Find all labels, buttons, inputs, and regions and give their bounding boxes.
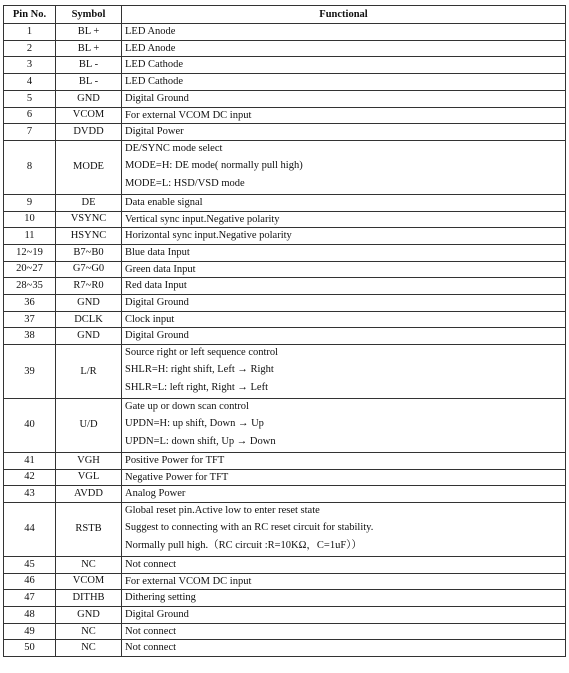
table-row [4,469,566,486]
symbol-cell: RSTB [56,502,122,556]
functional-line: Not connect [125,642,177,654]
pin-number-cell: 50 [4,640,56,657]
table-row [4,399,566,453]
table-row [4,124,566,141]
table-row [4,328,566,345]
functional-line: Not connect [125,625,177,637]
pin-number-cell: 40 [4,399,56,453]
pin-number-cell: 48 [4,606,56,623]
functional-cell [122,573,566,590]
symbol-cell: GND [56,606,122,623]
functional-line: Not connect [125,558,177,570]
functional-line: Clock input [125,313,175,325]
functional-line: SHLR=H: right shift, Left → Right [125,363,274,375]
functional-line: Horizontal sync input.Negative polarity [125,230,292,242]
functional-line: Suggest to connecting with an RC reset circuit for stability. [125,521,374,533]
header-pin-no: Pin No. [4,6,56,24]
table-row [4,261,566,278]
functional-line: UPDN=L: down shift, Up → Down [125,436,276,448]
pin-number-cell: 39 [4,345,56,399]
symbol-cell: NC [56,556,122,573]
table-row [4,606,566,623]
symbol-cell: NC [56,640,122,657]
pin-number-cell: 2 [4,40,56,57]
table-row [4,24,566,41]
functional-cell [122,606,566,623]
pin-number-cell: 6 [4,107,56,124]
functional-cell [122,24,566,41]
functional-cell [122,244,566,261]
functional-line: SHLR=L: left right, Right → Left [125,382,268,394]
table-row [4,140,566,194]
table-row [4,90,566,107]
pin-number-cell: 41 [4,452,56,469]
functional-line: Digital Ground [125,297,189,309]
functional-line: Digital Ground [125,330,189,342]
pin-number-cell: 36 [4,295,56,312]
table-row [4,74,566,91]
functional-cell [122,590,566,607]
functional-line: Blue data Input [125,246,190,258]
functional-cell [122,124,566,141]
functional-line: Vertical sync input.Negative polarity [125,213,280,225]
table-row [4,244,566,261]
pin-number-cell: 28~35 [4,278,56,295]
pin-number-cell: 7 [4,124,56,141]
functional-cell [122,278,566,295]
functional-cell [122,40,566,57]
symbol-cell: VCOM [56,573,122,590]
functional-cell [122,74,566,91]
functional-line: DE/SYNC mode select [125,142,223,154]
table-row [4,556,566,573]
symbol-cell: DE [56,194,122,211]
functional-line: Analog Power [125,488,186,500]
symbol-cell: AVDD [56,486,122,503]
pin-number-cell: 10 [4,211,56,228]
header-row [4,6,566,24]
symbol-cell: R7~R0 [56,278,122,295]
header-symbol: Symbol [56,6,122,24]
pin-number-cell: 9 [4,194,56,211]
symbol-cell: VCOM [56,107,122,124]
functional-cell [122,640,566,657]
functional-cell [122,107,566,124]
pin-number-cell: 49 [4,623,56,640]
functional-line: MODE=H: DE mode( normally pull high) [125,159,303,171]
symbol-cell: BL + [56,40,122,57]
functional-line: LED Cathode [125,76,184,88]
functional-line: Normally pull high.（RC circuit :R=10KΩ，C=1uF）） [125,540,362,552]
table-row [4,623,566,640]
symbol-cell: VGH [56,452,122,469]
pin-number-cell: 4 [4,74,56,91]
pin-number-cell: 1 [4,24,56,41]
table-row [4,295,566,312]
functional-cell [122,345,566,399]
functional-cell [122,57,566,74]
functional-cell [122,452,566,469]
functional-cell [122,328,566,345]
functional-cell [122,311,566,328]
table-row [4,345,566,399]
functional-line: Global reset pin.Active low to enter reset state [125,504,320,516]
functional-cell [122,486,566,503]
table-row [4,40,566,57]
table-row [4,211,566,228]
functional-cell [122,194,566,211]
symbol-cell: DVDD [56,124,122,141]
pin-definition-table [3,5,566,657]
functional-line: Red data Input [125,280,187,292]
symbol-cell: HSYNC [56,228,122,245]
symbol-cell: U/D [56,399,122,453]
symbol-cell: L/R [56,345,122,399]
pin-number-cell: 43 [4,486,56,503]
functional-line: Source right or left sequence control [125,347,279,359]
functional-line: LED Cathode [125,59,184,71]
pin-number-cell: 42 [4,469,56,486]
symbol-cell: BL + [56,24,122,41]
functional-line: UPDN=H: up shift, Down → Up [125,417,264,429]
functional-cell [122,140,566,194]
table-row [4,452,566,469]
symbol-cell: DCLK [56,311,122,328]
symbol-cell: GND [56,328,122,345]
table-row [4,573,566,590]
functional-cell [122,295,566,312]
table-row [4,228,566,245]
functional-cell [122,261,566,278]
symbol-cell: BL - [56,74,122,91]
table-row [4,57,566,74]
symbol-cell: BL - [56,57,122,74]
functional-line: For external VCOM DC input [125,575,252,587]
symbol-cell: DITHB [56,590,122,607]
functional-line: LED Anode [125,42,176,54]
pin-number-cell: 47 [4,590,56,607]
functional-line: Data enable signal [125,196,203,208]
functional-line: Positive Power for TFT [125,454,225,466]
symbol-cell: MODE [56,140,122,194]
symbol-cell: NC [56,623,122,640]
functional-cell [122,228,566,245]
functional-line: Digital Ground [125,608,189,620]
symbol-cell: GND [56,295,122,312]
table-row [4,502,566,556]
pin-number-cell: 12~19 [4,244,56,261]
table-body [4,24,566,657]
functional-cell [122,469,566,486]
functional-line: Dithering setting [125,592,196,604]
functional-cell [122,211,566,228]
functional-line: Digital Ground [125,92,189,104]
symbol-cell: GND [56,90,122,107]
table-row [4,640,566,657]
header-functional: Functional [122,6,566,24]
functional-line: Gate up or down scan control [125,401,249,412]
functional-cell [122,623,566,640]
functional-line: Digital Power [125,126,184,138]
symbol-cell: G7~G0 [56,261,122,278]
pin-number-cell: 8 [4,140,56,194]
table-row [4,590,566,607]
symbol-cell: B7~B0 [56,244,122,261]
functional-cell [122,502,566,556]
pin-number-cell: 46 [4,573,56,590]
functional-line: Green data Input [125,263,196,275]
functional-line: Negative Power for TFT [125,471,229,483]
pin-number-cell: 37 [4,311,56,328]
table-row [4,194,566,211]
pin-number-cell: 38 [4,328,56,345]
functional-line: MODE=L: HSD/VSD mode [125,178,245,190]
symbol-cell: VSYNC [56,211,122,228]
functional-cell [122,399,566,453]
table-row [4,311,566,328]
functional-line: For external VCOM DC input [125,109,252,121]
functional-cell [122,556,566,573]
table-row [4,486,566,503]
pin-number-cell: 20~27 [4,261,56,278]
pin-number-cell: 44 [4,502,56,556]
pin-number-cell: 5 [4,90,56,107]
functional-line: LED Anode [125,26,176,37]
pin-number-cell: 45 [4,556,56,573]
pin-number-cell: 3 [4,57,56,74]
table-row [4,107,566,124]
pin-number-cell: 11 [4,228,56,245]
table-row [4,278,566,295]
symbol-cell: VGL [56,469,122,486]
functional-cell [122,90,566,107]
